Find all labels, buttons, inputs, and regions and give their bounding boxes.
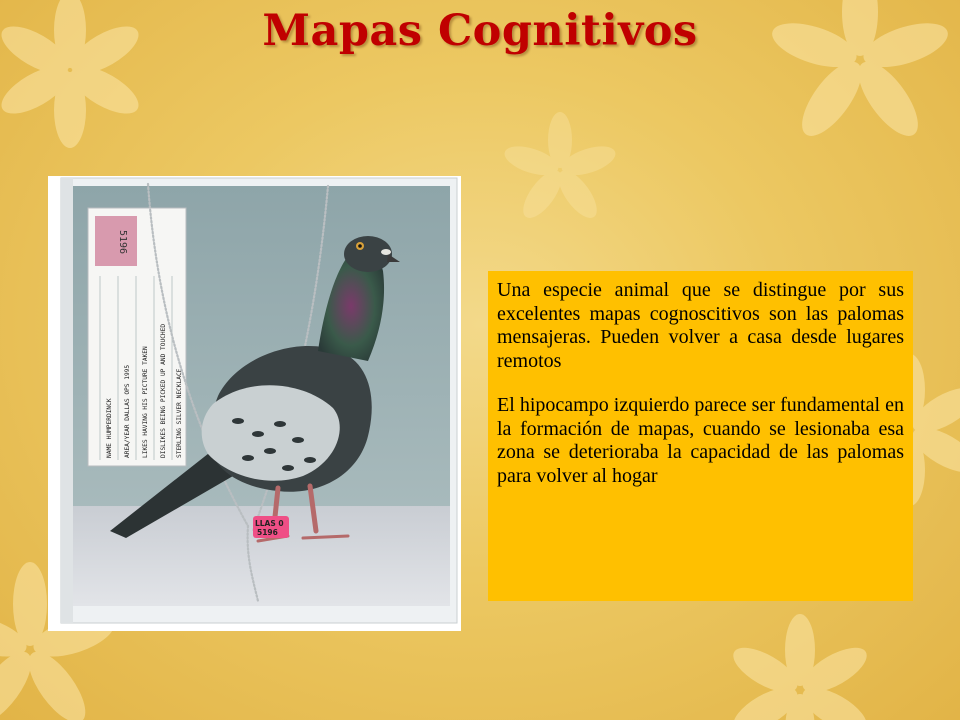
leg-band-text: 5196 [257, 528, 278, 537]
pigeon-photo [48, 176, 461, 631]
card-line: AREA/YEAR DALLAS OPS 1995 [124, 364, 131, 458]
paragraph-hippocampus: El hipocampo izquierdo parece ser fundamental en la formación de mapas, cuando se lesionaba esa zona se deterioraba la capacidad de las palomas para volver al hogar [497, 394, 904, 487]
card-line: NAME HUMPERDINCK [106, 398, 113, 458]
card-line: DISLIKES BEING PICKED UP AND TOUCHED [160, 323, 167, 458]
pigeon-id-card [88, 208, 186, 466]
leg-band-text: LLAS 0 [255, 519, 284, 528]
description-box [488, 271, 913, 601]
paragraph-pigeon-maps: Una especie animal que se distingue por sus excelentes mapas cognoscitivos son las palomas mensajeras. Pueden volver a casa desde lugares remotos [497, 279, 904, 372]
card-number: 5196 [117, 229, 128, 255]
pigeon-photo-illustration [48, 176, 461, 631]
slide-title: Mapas Cognitivos [262, 6, 698, 56]
leg-band [253, 516, 289, 538]
card-line: STERLING SILVER NECKLACE [176, 368, 183, 458]
card-line: LIKES HAVING HIS PICTURE TAKEN [142, 346, 149, 458]
